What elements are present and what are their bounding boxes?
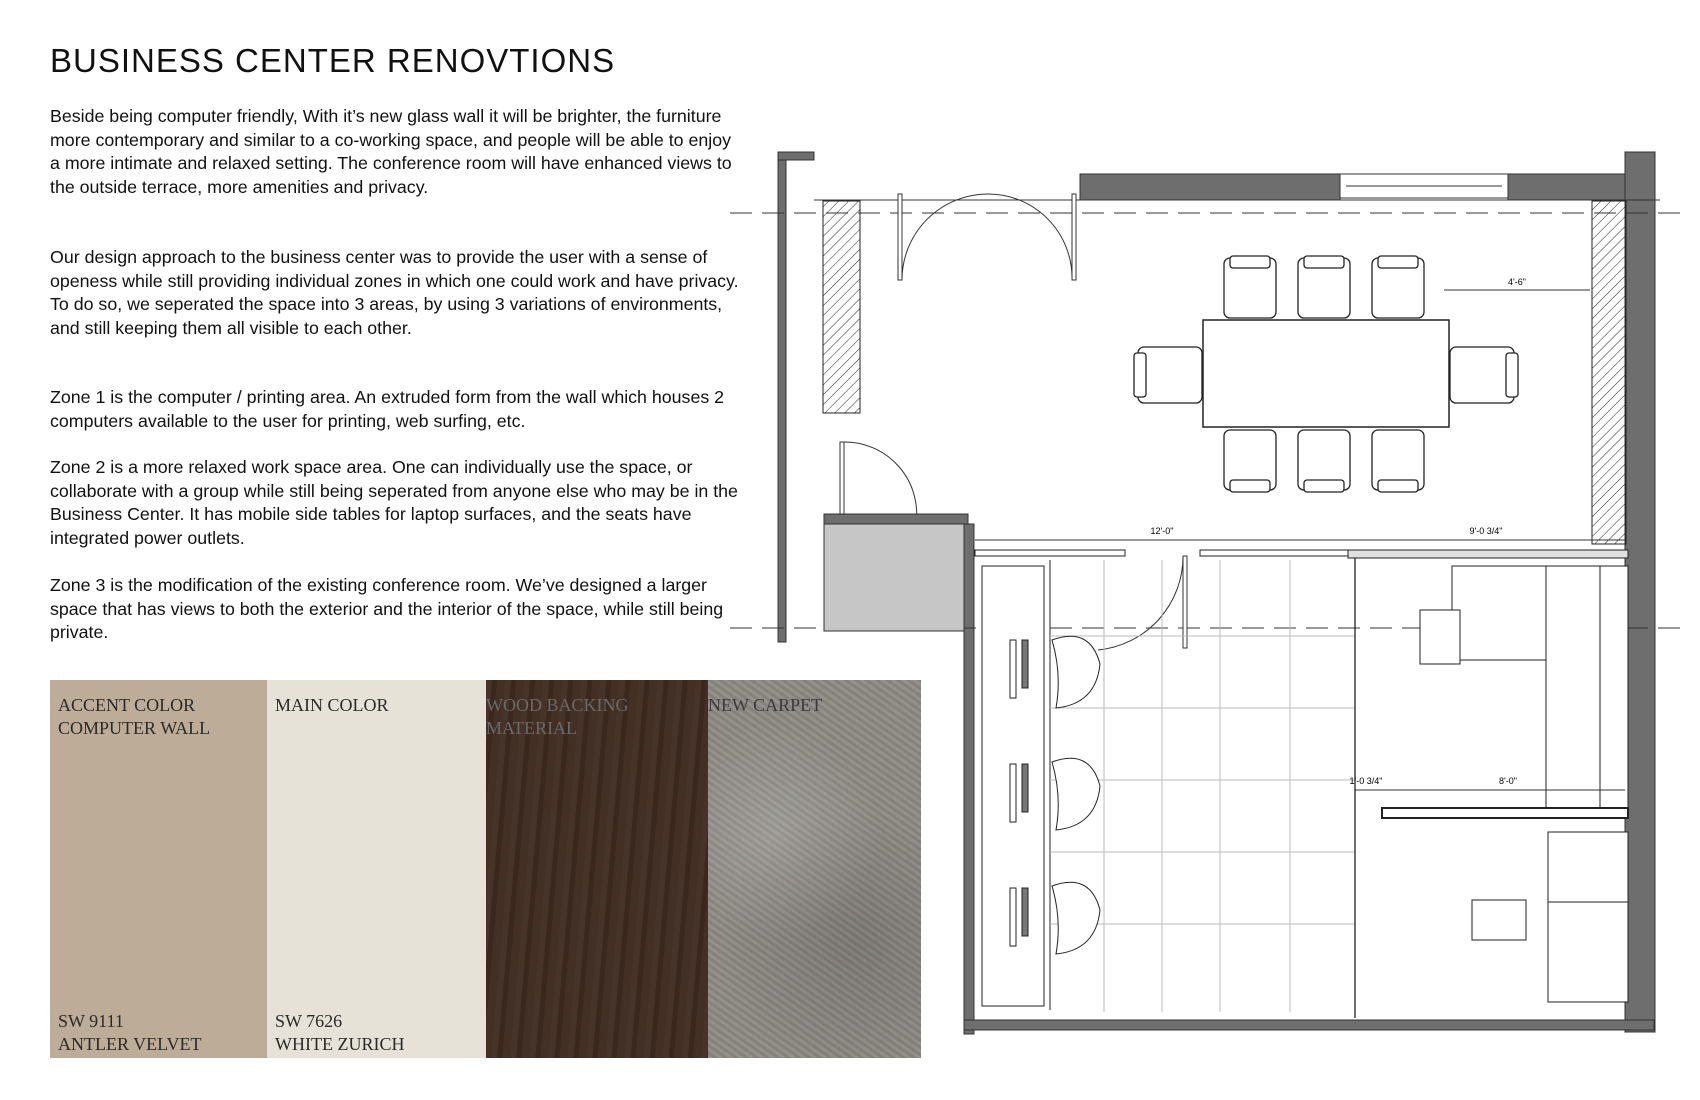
side-table <box>1420 610 1460 664</box>
hatched-wall-panel-east <box>1592 201 1626 544</box>
page-title: BUSINESS CENTER RENOVTIONS <box>50 42 616 79</box>
swatch-label: ACCENT COLOR <box>58 695 196 715</box>
swatch-label: MAIN COLOR <box>275 695 389 715</box>
dimension-label: 4'-6" <box>1508 277 1526 287</box>
lounge-chair <box>1548 832 1628 1002</box>
swatch-main-color <box>267 680 486 1058</box>
floor-plan <box>720 140 1680 1070</box>
swatch-name: WHITE ZURICH <box>275 1034 405 1054</box>
north-wall-segment <box>1080 174 1340 200</box>
chair <box>1224 430 1276 492</box>
design-approach-paragraph: Our design approach to the business center was to provide the user with a sense of openess while still providing individual zones in which one could work and have privacy. To do so, we seperated the space into 3 areas, by using 3 variations of environments, and still keeping them all visible to each other. <box>50 247 739 338</box>
swatch-label: WOOD BACKING <box>486 695 629 715</box>
dimension-label: 9'-0 3/4" <box>1469 526 1503 536</box>
sectional-sofa <box>1452 566 1628 810</box>
north-wall-segment <box>1508 174 1628 200</box>
dimension-label: 12'-0" <box>1150 526 1174 536</box>
swatch-wood-backing <box>486 680 708 1058</box>
east-wall <box>1625 152 1655 1032</box>
side-table <box>1472 900 1526 940</box>
swatch-label: MATERIAL <box>486 718 577 738</box>
swatch-label: COMPUTER WALL <box>58 718 211 738</box>
chair <box>1298 430 1350 492</box>
chair <box>1298 256 1350 318</box>
dimension-label: 8'-0" <box>1499 776 1517 786</box>
double-door <box>898 194 1076 280</box>
chair <box>1372 256 1424 318</box>
dimension-label: 1'-0 3/4" <box>1349 776 1383 786</box>
closet-door <box>840 442 917 525</box>
hatched-wall-panel-west <box>823 201 860 413</box>
swatch-name: ANTLER VELVET <box>58 1034 202 1054</box>
swatch-code: SW 7626 <box>275 1011 343 1031</box>
zone-3-paragraph: Zone 3 is the modification of the existing conference room. We’ve designed a larger space that has views to both the exterior and the interior of the space, while still being private. <box>50 575 724 642</box>
glass-partition <box>975 550 1628 558</box>
chair <box>1450 347 1518 403</box>
south-wall <box>964 1020 1654 1030</box>
chair <box>1372 430 1424 492</box>
workstations <box>1010 636 1100 954</box>
chair <box>1224 256 1276 318</box>
swatch-accent-color <box>50 680 267 1058</box>
chair <box>1134 347 1202 403</box>
zone-1-paragraph: Zone 1 is the computer / printing area. An extruded form from the wall which houses 2 computers available to the user for printing, web surfing, etc. <box>50 387 725 431</box>
swatch-code: SW 9111 <box>58 1011 124 1031</box>
conference-table <box>1203 320 1449 427</box>
west-wall <box>778 152 786 642</box>
storage-closet <box>824 524 964 631</box>
zone-2-paragraph: Zone 2 is a more relaxed work space area. One can individually use the space, or collaborate with a group while still being seperated from anyone else who may be in the Business Center. It has mobile side tables for laptop surfaces, and the seats have integrated power outlets. <box>50 457 738 548</box>
interior-wall-west <box>964 524 974 1034</box>
intro-paragraph: Beside being computer friendly, With it’s new glass wall it will be brighter, the furniture more contemporary and similar to a co-working space, and people will be able to enjoy a more intimate and relaxed setting. The conference room will have enhanced views to the outside terrace, more amenities and privacy. <box>50 106 732 197</box>
swatch-label: NEW CARPET <box>708 695 823 715</box>
